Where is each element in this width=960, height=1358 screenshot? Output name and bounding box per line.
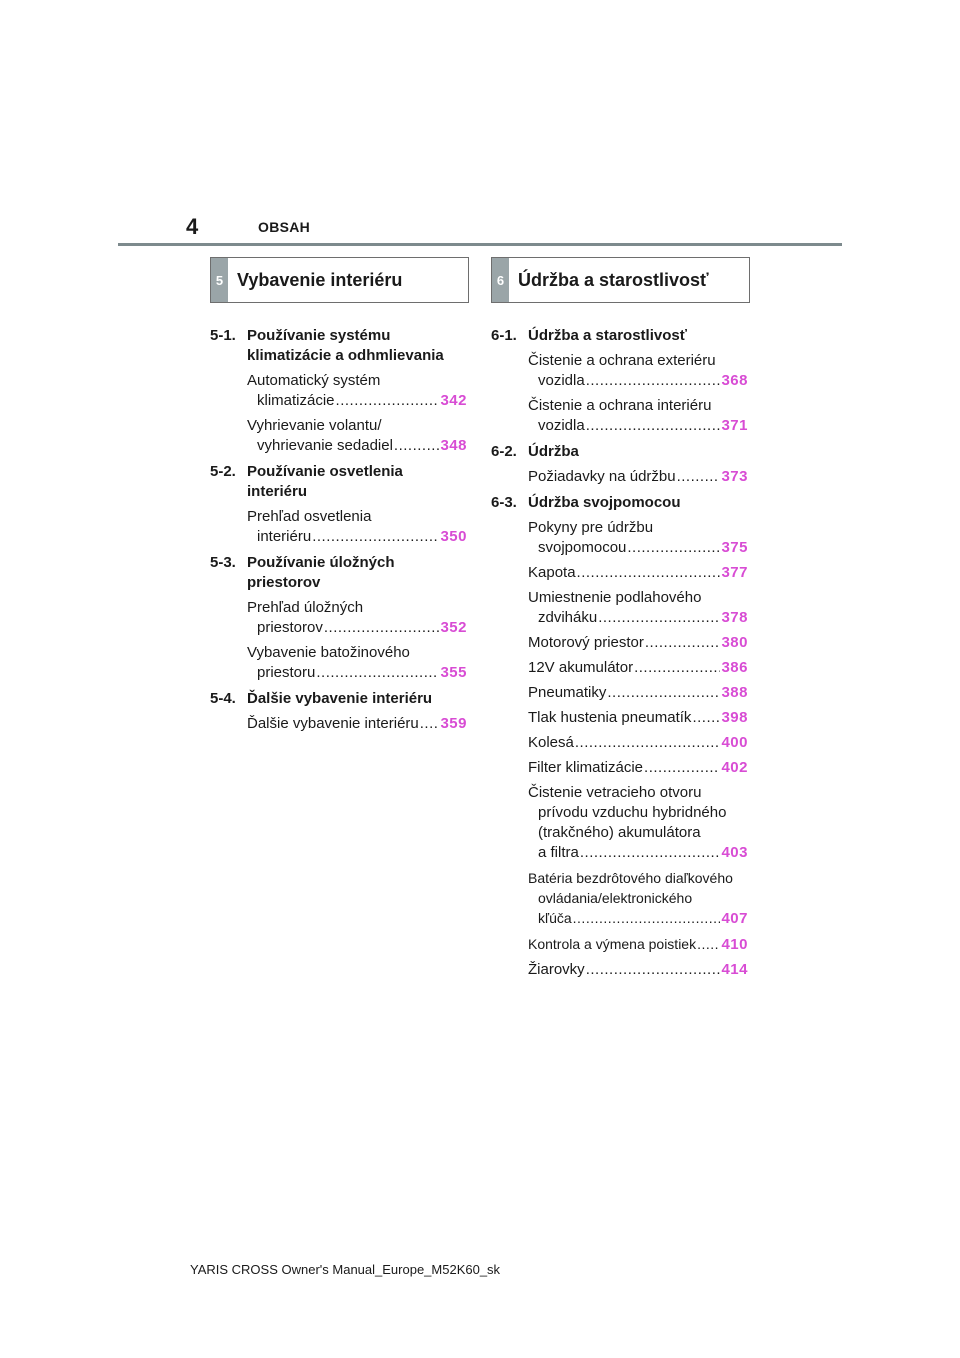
leader-dots xyxy=(324,618,440,638)
toc-column-left xyxy=(210,320,467,739)
entry-text: Čistenie vetracieho otvoru xyxy=(528,784,702,801)
leader-dots xyxy=(644,758,720,778)
section-number: 5 xyxy=(211,258,228,302)
leader-dots xyxy=(598,608,720,628)
entry-text: Kolesá xyxy=(528,734,574,751)
leader-dots xyxy=(634,658,720,678)
entry-text: Batéria bezdrôtového diaľkového xyxy=(528,870,733,886)
header-rule xyxy=(118,243,842,246)
leader-dots xyxy=(586,371,721,391)
entry-text: Kapota xyxy=(528,564,576,581)
leader-dots xyxy=(677,467,721,487)
entry-text: 12V akumulátor xyxy=(528,659,634,676)
leader-dots xyxy=(575,733,721,753)
page-link[interactable]: 375 xyxy=(721,539,748,556)
leader-dots xyxy=(420,714,440,734)
entry-text: Požiadavky na údržbu xyxy=(528,468,676,485)
entry-text: Žiarovky xyxy=(528,961,585,978)
leader-dots xyxy=(607,683,720,703)
toc-entry[interactable] xyxy=(247,416,467,456)
toc-entry[interactable] xyxy=(528,758,748,778)
entry-text: svojpomocou xyxy=(538,539,627,556)
toc-chapter[interactable] xyxy=(210,689,467,709)
toc-chapter[interactable] xyxy=(210,462,467,502)
chapter-title: Používanie úložných priestorov xyxy=(247,554,395,591)
toc-entry[interactable] xyxy=(528,658,748,678)
entry-text: Umiestnenie podlahového xyxy=(528,589,702,606)
page-link[interactable]: 348 xyxy=(440,437,467,454)
page-link[interactable]: 410 xyxy=(721,936,748,953)
page-link[interactable]: 414 xyxy=(721,961,748,978)
page-link[interactable]: 378 xyxy=(721,609,748,626)
section-title: Vybavenie interiéru xyxy=(237,269,403,290)
page-link[interactable]: 407 xyxy=(721,910,748,927)
section-number: 6 xyxy=(492,258,509,302)
toc-entry[interactable] xyxy=(247,507,467,547)
toc-entry[interactable] xyxy=(247,371,467,411)
page-number: 4 xyxy=(186,214,199,239)
entry-text: Čistenie a ochrana exteriéru xyxy=(528,352,716,369)
page-link[interactable]: 386 xyxy=(721,659,748,676)
chapter-number: 5-1. xyxy=(210,327,236,344)
entry-text: vozidla xyxy=(538,417,585,434)
entry-text: a filtra xyxy=(538,844,579,861)
footer-text: YARIS CROSS Owner's Manual_Europe_M52K60_sk xyxy=(190,1262,501,1277)
entry-text: vozidla xyxy=(538,372,585,389)
toc-entry[interactable] xyxy=(528,518,748,558)
page-link[interactable]: 373 xyxy=(721,468,748,485)
leader-dots xyxy=(645,633,721,653)
leader-dots xyxy=(316,663,439,683)
leader-dots xyxy=(627,538,720,558)
leader-dots xyxy=(580,843,721,863)
toc-entry[interactable] xyxy=(528,396,748,436)
entry-text: vyhrievanie sedadiel xyxy=(257,437,393,454)
chapter-title: Údržba a starostlivosť xyxy=(528,327,687,344)
header-title: OBSAH xyxy=(258,219,311,235)
page-link[interactable]: 400 xyxy=(721,734,748,751)
entry-text: Tlak hustenia pneumatík xyxy=(528,709,692,726)
entry-text: Vybavenie batožinového xyxy=(247,644,410,661)
page-link[interactable]: 388 xyxy=(721,684,748,701)
chapter-title: Používanie osvetlenia interiéru xyxy=(247,463,403,500)
toc-entry[interactable] xyxy=(528,467,748,487)
page-link[interactable]: 359 xyxy=(440,715,467,732)
chapter-number: 5-2. xyxy=(210,463,236,480)
leader-dots xyxy=(586,960,721,980)
entry-text: klimatizácie xyxy=(257,392,335,409)
entry-text: (trakčného) akumulátora xyxy=(538,824,701,841)
chapter-number: 6-1. xyxy=(491,327,517,344)
toc-entry[interactable] xyxy=(528,708,748,728)
toc-entry[interactable] xyxy=(528,563,748,583)
page-link[interactable]: 371 xyxy=(721,417,748,434)
toc-entry[interactable] xyxy=(528,934,748,955)
entry-text: Prehľad osvetlenia xyxy=(247,508,372,525)
entry-text: kľúča xyxy=(538,910,572,926)
leader-dots xyxy=(692,708,720,728)
leader-dots xyxy=(394,436,440,456)
entry-text: Ďalšie vybavenie interiéru xyxy=(247,715,419,732)
toc-entry[interactable] xyxy=(528,783,748,863)
leader-dots xyxy=(336,391,440,411)
toc-entry[interactable] xyxy=(528,633,748,653)
toc-chapter[interactable] xyxy=(210,326,467,366)
toc-entry[interactable] xyxy=(528,683,748,703)
section-box-right[interactable] xyxy=(491,257,750,303)
leader-dots xyxy=(573,908,721,928)
toc-chapter[interactable] xyxy=(491,493,748,513)
entry-text: priestorov xyxy=(257,619,323,636)
page-link[interactable]: 350 xyxy=(440,528,467,545)
leader-dots xyxy=(312,527,439,547)
entry-text: Pneumatiky xyxy=(528,684,607,701)
entry-text: Filter klimatizácie xyxy=(528,759,644,776)
leader-dots xyxy=(577,563,721,583)
toc-entry[interactable] xyxy=(247,643,467,683)
toc-chapter[interactable] xyxy=(210,553,467,593)
chapter-title: Údržba xyxy=(528,443,579,460)
entry-text: ovládania/elektronického xyxy=(538,890,693,906)
entry-text: priestoru xyxy=(257,664,316,681)
entry-text: Vyhrievanie volantu/ xyxy=(247,417,382,434)
entry-text: Motorový priestor xyxy=(528,634,644,651)
chapter-title: Údržba svojpomocou xyxy=(528,494,681,511)
page-link[interactable]: 402 xyxy=(721,759,748,776)
toc-entry[interactable] xyxy=(528,733,748,753)
page-link[interactable]: 377 xyxy=(721,564,748,581)
toc-entry[interactable] xyxy=(528,868,748,929)
chapter-number: 5-3. xyxy=(210,554,236,571)
entry-text: Automatický systém xyxy=(247,372,381,389)
chapter-number: 6-3. xyxy=(491,494,517,511)
entry-text: Pokyny pre údržbu xyxy=(528,519,654,536)
section-box-left[interactable] xyxy=(210,257,469,303)
entry-text: Čistenie a ochrana interiéru xyxy=(528,397,712,414)
page-link[interactable]: 355 xyxy=(440,664,467,681)
page-link[interactable]: 380 xyxy=(721,634,748,651)
toc-entry[interactable] xyxy=(528,960,748,980)
toc-chapter[interactable] xyxy=(491,442,748,462)
chapter-title: Ďalšie vybavenie interiéru xyxy=(247,690,433,707)
toc-column-right xyxy=(491,320,748,985)
toc-entry[interactable] xyxy=(247,714,467,734)
toc-entry[interactable] xyxy=(247,598,467,638)
section-title: Údržba a starostlivosť xyxy=(518,269,709,290)
leader-dots xyxy=(697,934,720,954)
entry-text: zdviháku xyxy=(538,609,598,626)
page-link[interactable]: 403 xyxy=(721,844,748,861)
chapter-title: Používanie systému klimatizácie a odhmlievania xyxy=(247,327,444,364)
page-link[interactable]: 368 xyxy=(721,372,748,389)
leader-dots xyxy=(586,416,721,436)
chapter-number: 6-2. xyxy=(491,443,517,460)
entry-text: prívodu vzduchu hybridného xyxy=(538,804,727,821)
toc-entry[interactable] xyxy=(528,588,748,628)
toc-chapter[interactable] xyxy=(491,326,748,346)
entry-text: Kontrola a výmena poistiek xyxy=(528,936,697,952)
page-link[interactable]: 342 xyxy=(440,392,467,409)
page-link[interactable]: 398 xyxy=(721,709,748,726)
entry-text: Prehľad úložných xyxy=(247,599,364,616)
page-link[interactable]: 352 xyxy=(440,619,467,636)
toc-entry[interactable] xyxy=(528,351,748,391)
entry-text: interiéru xyxy=(257,528,312,545)
chapter-number: 5-4. xyxy=(210,690,236,707)
